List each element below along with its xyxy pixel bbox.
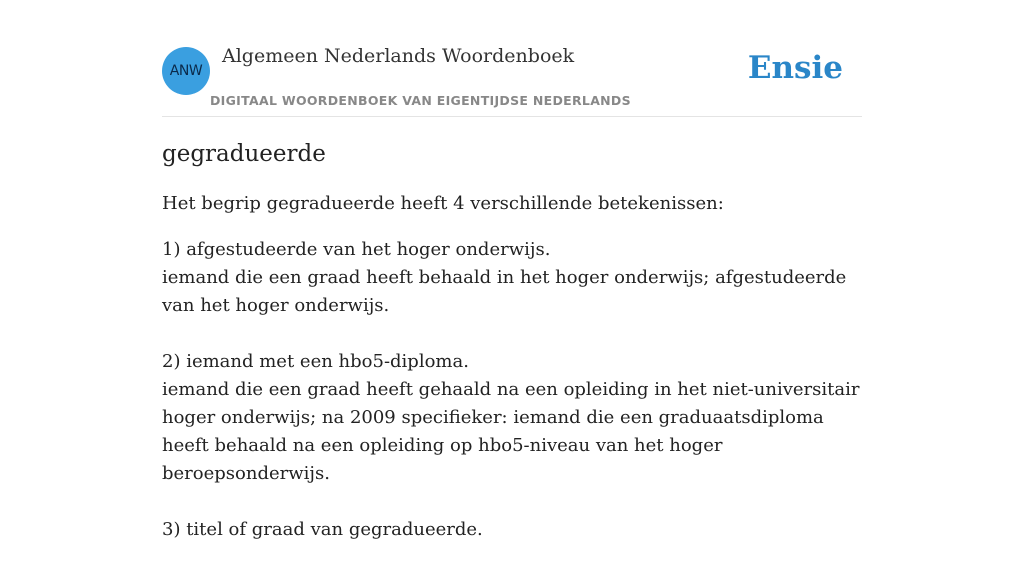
dictionary-subtitle: DIGITAAL WOORDENBOEK VAN EIGENTIJDSE NEDERLANDS [210, 93, 631, 108]
anw-logo[interactable]: ANW [162, 47, 210, 95]
meaning-item [162, 348, 862, 488]
meaning-heading: 3) titel of graad van gegradueerde. [162, 519, 483, 540]
site-header [162, 0, 862, 117]
meaning-heading: 1) afgestudeerde van het hoger onderwijs. [162, 239, 551, 260]
entry-content [162, 138, 862, 572]
meaning-heading: 2) iemand met een hbo5-diploma. [162, 351, 469, 372]
headword: gegradueerde [162, 141, 326, 167]
meaning-definition: iemand die een graad heeft gehaald na een opleiding in het niet-universitair hoger onderwijs; na 2009 specifieker: iemand die een graduaatsdiploma heeft behaald na een opleiding op hbo5-niveau van het hoger beroepsonderwijs. [162, 379, 860, 484]
meaning-item [162, 236, 862, 320]
dictionary-title[interactable]: Algemeen Nederlands Woordenboek [222, 45, 575, 67]
meaning-item [162, 516, 862, 544]
meaning-definition: iemand die een graad heeft behaald in het hoger onderwijs; afgestudeerde van het hoger onderwijs. [162, 267, 847, 316]
entry-intro: Het begrip gegradueerde heeft 4 verschillende betekenissen: [162, 193, 724, 214]
ensie-brand-logo[interactable]: Ensie [747, 50, 843, 86]
